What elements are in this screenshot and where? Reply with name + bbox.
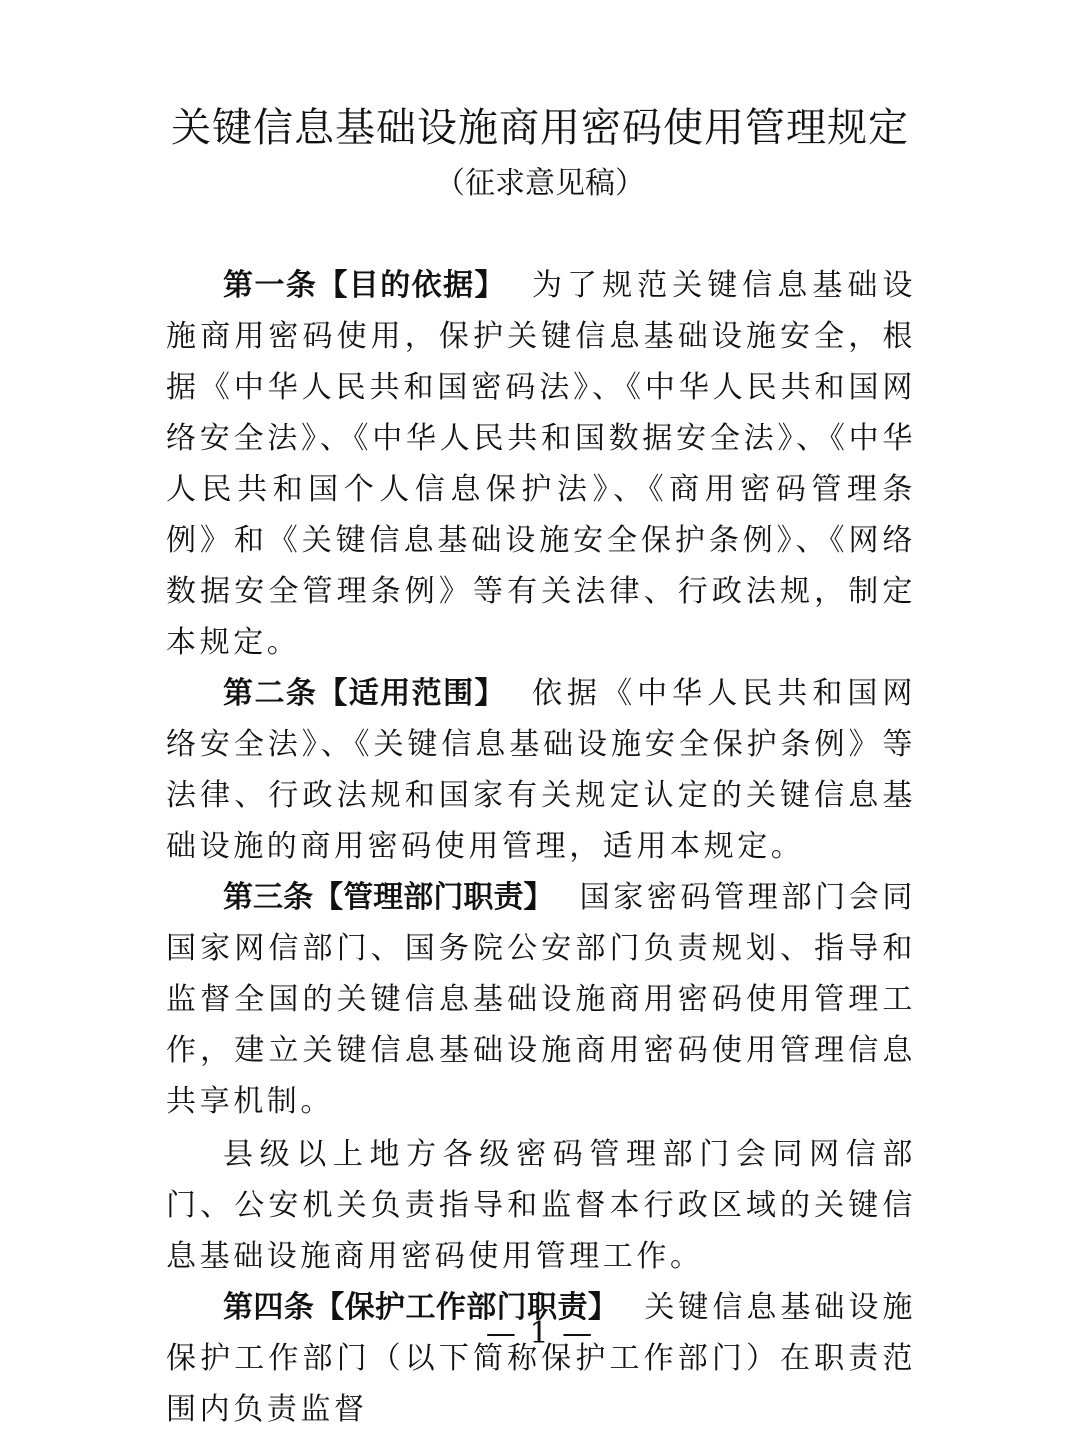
document-subtitle: （征求意见稿） [435,166,645,201]
page-number: — 1 — [485,1316,595,1351]
article-4 [166,1282,916,1435]
article-4-text: 关键信息基础设施保护工作部门（以下简称保护工作部门）在职责范围内负责监督 [166,1290,916,1427]
article-3-text: 国家密码管理部门会同国家网信部门、国务院公安部门负责规划、指导和监督全国的关键信息基础设施商用密码使用管理工作，建立关键信息基础设施商用密码使用管理信息共享机制。 [166,880,917,1119]
article-3 [166,872,916,1127]
article-3-heading: 第三条【管理部门职责】 [223,880,554,915]
document-body [166,260,916,1435]
article-4-heading: 第四条【保护工作部门职责】 [223,1290,619,1325]
article-1-heading: 第一条【目的依据】 [223,268,506,303]
article-1-text: 为了规范关键信息基础设施商用密码使用，保护关键信息基础设施安全，根据《中华人民共和国密码法》、《中华人民共和国网络安全法》、《中华人民共和国数据安全法》、《中华人民共和国个人信息保护法》、《商用密码管理条例》和《关键信息基础设施安全保护条例》、《网络数据安全管理条例》等有关法律、行政法规，制定本规定。 [166,268,917,660]
article-1 [166,260,916,668]
document-title: 关键信息基础设施商用密码使用管理规定 [171,105,909,151]
article-2 [166,668,916,872]
article-3-paragraph-2: 县级以上地方各级密码管理部门会同网信部门、公安机关负责指导和监督本行政区域的关键信息基础设施商用密码使用管理工作。 [166,1137,916,1274]
article-2-text: 依据《中华人民共和国网络安全法》、《关键信息基础设施安全保护条例》等法律、行政法规和国家有关规定认定的关键信息基础设施的商用密码使用管理，适用本规定。 [166,676,917,864]
article-2-heading: 第二条【适用范围】 [223,676,506,711]
